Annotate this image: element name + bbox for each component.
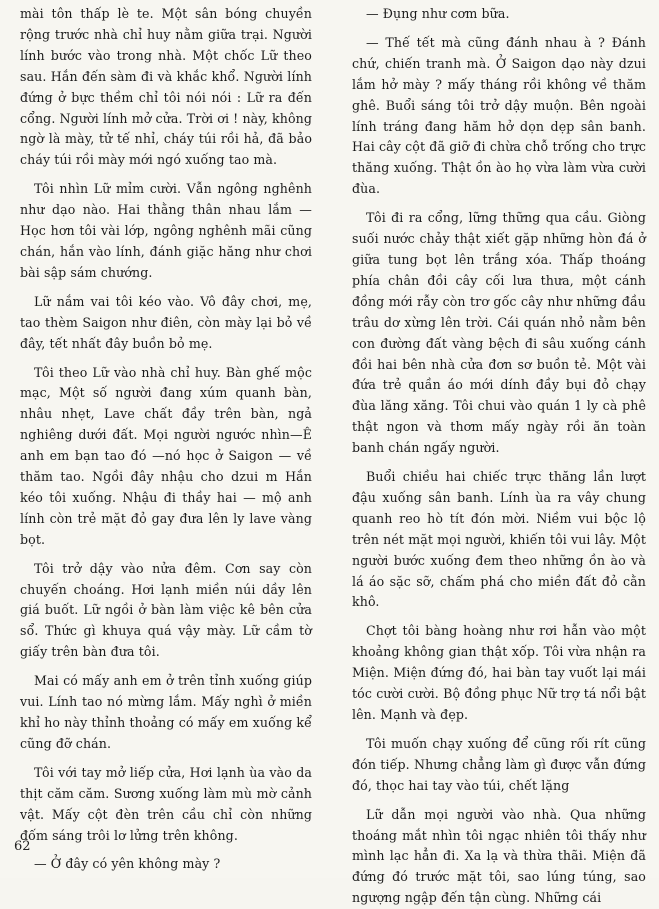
paragraph: Lữ dẫn mọi người vào nhà. Qua những thoáng mắt nhìn tôi ngạc nhiên tôi thấy như mình lạc hẳn đi. Xa lạ và thừa thãi. Miện đã đứng đó trước mặt tôi, sao lúng túng, sao ngượng ngập đến tận cùng. Những cái xyxy=(352,806,646,906)
dialogue-line: — Đụng như cơm bữa. xyxy=(366,6,510,21)
paragraph: Tôi với tay mở liếp cửa, Hơi lạnh ùa vào da thịt căm căm. Sương xuống làm mù mờ cảnh vật. Mấy cột đèn trên cầu chỉ còn những đốm sáng trôi lơ lửng trên không. xyxy=(20,764,312,843)
paragraph: Tôi trở dậy vào nửa đêm. Cơn say còn chuyến choáng. Hơi lạnh miền núi dầy lên giá buốt. Lữ ngồi ở bàn làm việc kê bên cửa sổ. Thức gì khuya quá vậy mày. Lữ cầm tờ giấy trên bàn đưa tôi. xyxy=(20,560,312,660)
paragraph: Lữ nắm vai tôi kéo vào. Vô đây chơi, mẹ, tao thèm Saigon như điên, còn mày lại bỏ về đây, tết nhất đây buồn bỏ mẹ. xyxy=(20,293,312,351)
paragraph: Tôi muốn chạy xuống để cũng rối rít cũng đón tiếp. Nhưng chẳng làm gì được vẫn đứng đó, thọc hai tay vào túi, chết lặng xyxy=(352,735,646,793)
paragraph: Tôi đi ra cổng, lững thững qua cầu. Giòng suối nước chảy thật xiết gặp những hòn đá ở giữa tung bọt lên trắng xóa. Thấp thoáng phía chân đồi cây cối lưa thưa, một cánh đồng mới rẫy còn trơ gốc cây như những đầu trâu dơ xừng lên trời. Cái quán nhỏ nằm bên con đường đất vàng bệch đi sâu xuống cánh đồi hai bên nhà cửa đơn sơ buồn tẻ. Một vài đứa trẻ quần áo mới dính đầy bụi đỏ chạy đùa lăng xăng. Tôi chui vào quán 1 ly cà phê thật ngon và thơm mấy ngày rồi ăn toàn banh chán ngấy người. xyxy=(352,210,646,456)
right-column xyxy=(352,4,646,909)
paragraph: — Thế tết mà cũng đánh nhau à ? Đánh chứ, chiến tranh mà. Ở Saigon dạo này dzui lắm hở mày ? mấy tháng rồi không về thăm ghê. Buổi sáng tôi trở dậy muộn. Bên ngoài lính tráng đang hăm hở dọn dẹp sân banh. Hai cây cột đã giỡ đi chừa chỗ trống cho trực thăng xuống. Thật ồn ào họ vừa làm vừa cười đùa. xyxy=(352,34,646,197)
paragraph: mài tôn thấp lè te. Một sân bóng chuyền rộng trước nhà chỉ huy nằm giữa trại. Người lính bước vào trong nhà. Một chốc Lữ theo sau. Hắn đến sàm đi và khắc khổ. Người lính đứng ở bực thềm chỉ tôi nói nói : Lữ ra đến cổng. Người lính mở cửa. Trời ơi ! này, không ngờ là mày, tử tế nhỉ, cháy túi rồi hả, đã bảo cháy túi rồi mày mới ngó xuống tao mà. xyxy=(20,6,313,168)
left-column xyxy=(20,4,312,875)
paragraph: Chợt tôi bàng hoàng như rơi hẫn vào một khoảng không gian thật xốp. Tôi vừa nhận ra Miện. Miện đứng đó, hai bàn tay vuốt lại mái tóc cười cười. Bộ đồng phục Nữ trợ tá nổi bật lên. Mạnh và đẹp. xyxy=(352,623,646,722)
paragraph: Tôi nhìn Lữ mỉm cười. Vẫn ngông nghênh như dạo nào. Hai thằng thân nhau lắm — Học hơn tôi vài lớp, ngông nghênh mãi cũng chán, hắn vào lính, đánh giặc hăng như chơi bài sập sám chướng. xyxy=(20,181,312,280)
paragraph: Mai có mấy anh em ở trên tỉnh xuống giúp vui. Lính tao nó mừng lắm. Mấy nghì ở miền khỉ ho này thỉnh thoảng có mấy em xuống kể cũng đỡ chán. xyxy=(20,673,312,751)
paragraph: Tôi theo Lữ vào nhà chỉ huy. Bàn ghế mộc mạc, Một số người đang xúm quanh bàn, nhâu nhẹt, Lave chất đầy trên bàn, ngả nghiêng dưới đất. Mọi người ngước nhìn—Ê anh em bạn tao đó —nó học ở Saigon — về thăm tao. Ngồi đây nhậu cho dzui m Hắn kéo tôi xuống. Nhậu đi thầy hai — mộ anh lính còn trẻ mặt đỏ gay đưa lên ly lave vàng bọt. xyxy=(20,364,312,547)
paragraph: Buổi chiều hai chiếc trực thăng lần lượt đậu xuống sân banh. Lính ùa ra vây chung quanh reo hò tít đón mời. Niềm vui bộc lộ trên nét mặt mọi người, khiến tôi vui lây. Một người bước xuống đem theo những ồn ào và lá áo sặc sỡ, chấm phá cho miền đất đỏ cằn khô. xyxy=(352,469,646,610)
page-number: 62 xyxy=(14,839,31,854)
dialogue-line: — Ở đây có yên không mày ? xyxy=(34,856,221,872)
